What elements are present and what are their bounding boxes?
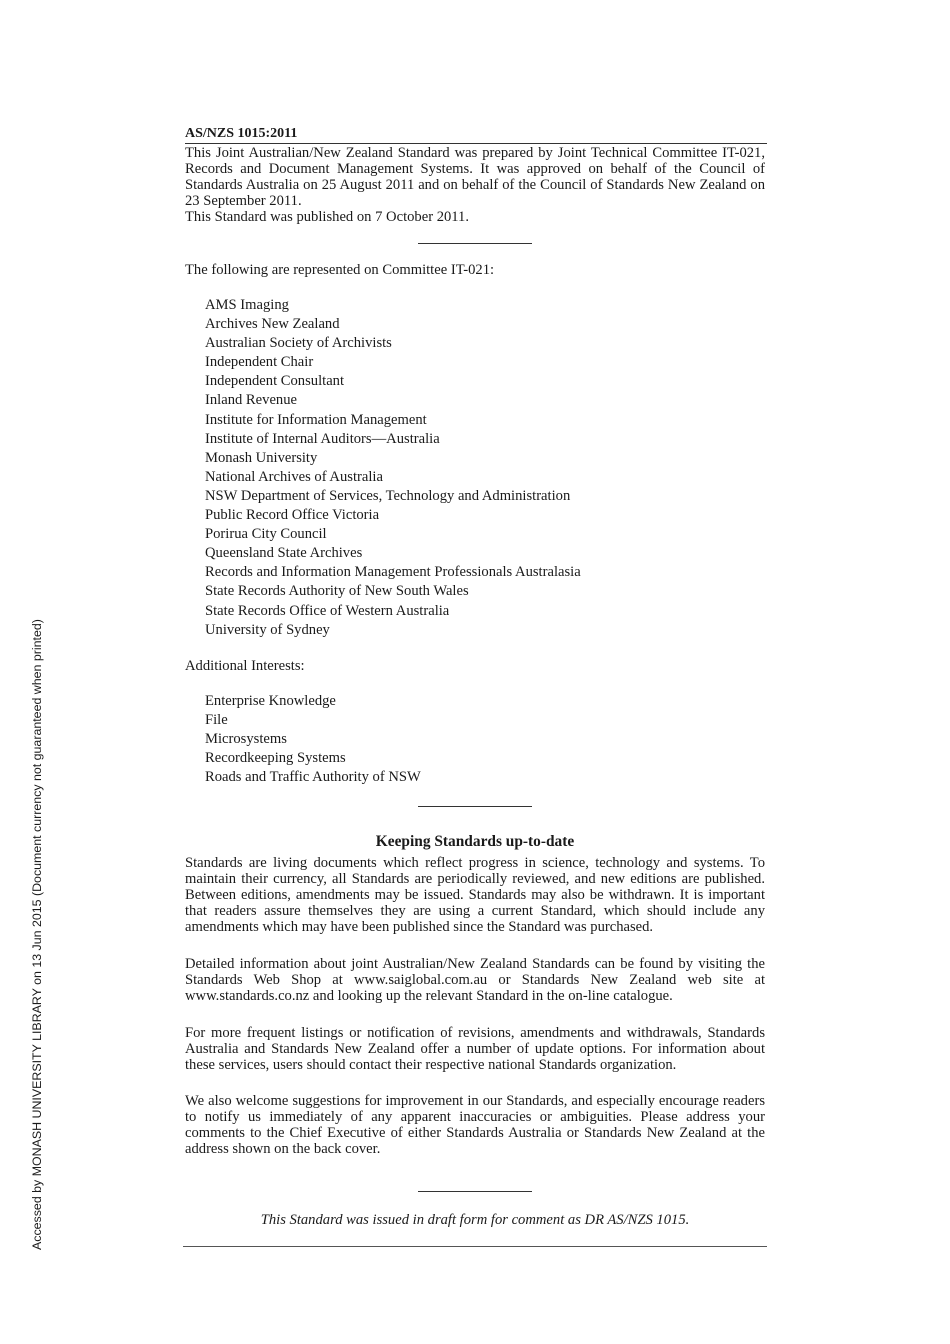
list-item: Independent Chair — [205, 354, 314, 371]
list-item: NSW Department of Services, Technology and Administration — [205, 487, 571, 504]
keeping-paragraph: Standards are living documents which reflect progress in science, technology and systems. To maintain their currency, all Standards are periodically reviewed, and new editions are published. Between editions, amendments may be issued. Standards may also be withdrawn. It is important that readers assure themselves they are using a current Standard, which should include any amendments which may have been published since the Standard was purchased. — [185, 855, 765, 935]
list-item: State Records Office of Western Australia — [205, 602, 450, 619]
keeping-paragraph: For more frequent listings or notification of revisions, amendments and withdrawals, Standards Australia and Standards New Zealand offer a number of update options. For information about these services, users should contact their respective national Standards organization. — [185, 1025, 765, 1073]
committee-intro: The following are represented on Committee IT-021: — [185, 262, 495, 278]
list-item: National Archives of Australia — [205, 468, 383, 485]
list-item: Recordkeeping Systems — [205, 750, 346, 767]
list-item: Institute of Internal Auditors—Australia — [205, 430, 440, 447]
footer-rule — [183, 1246, 767, 1247]
list-item: Australian Society of Archivists — [205, 335, 392, 352]
list-item: Institute for Information Management — [205, 411, 427, 428]
list-item: Microsystems — [205, 731, 287, 748]
keeping-paragraph: Detailed information about joint Australian/New Zealand Standards can be found by visiting the Standards Web Shop at www.saiglobal.com.au or Standards New Zealand web site at www.standards.co.nz and looking up the relevant Standard in the on-line catalogue. — [185, 956, 765, 1004]
list-item: Monash University — [205, 449, 318, 466]
draft-note: This Standard was issued in draft form for comment as DR AS/NZS 1015. — [260, 1212, 690, 1228]
preparation-paragraph: This Joint Australian/New Zealand Standard was prepared by Joint Technical Committee IT-021, Records and Document Management Systems. It was approved on behalf of the Council of Standards Australia on 25 August 2011 and on behalf of the Council of Standards New Zealand on 23 September 2011. — [185, 145, 765, 209]
list-item: Inland Revenue — [205, 392, 297, 409]
list-item: State Records Authority of New South Wales — [205, 583, 469, 600]
committee-member-list — [205, 296, 581, 640]
standard-id: AS/NZS 1015:2011 — [185, 126, 767, 144]
list-item: Enterprise Knowledge — [205, 693, 336, 709]
list-item: Independent Consultant — [205, 373, 345, 390]
list-item: Porirua City Council — [205, 526, 327, 543]
list-item: AMS Imaging — [205, 297, 289, 313]
list-item: Records and Information Management Professionals Australasia — [205, 564, 581, 581]
list-item: File — [205, 712, 228, 729]
publication-date: This Standard was published on 7 October 2011. — [185, 209, 469, 225]
list-item: Roads and Traffic Authority of NSW — [205, 769, 421, 786]
keeping-paragraph: We also welcome suggestions for improvement in our Standards, and especially encourage readers to notify us immediately of any apparent inaccuracies or ambiguities. Please address your comments to the Chief Executive of either Standards Australia or Standards New Zealand at the address shown on the back cover. — [185, 1093, 765, 1157]
section-divider — [418, 243, 532, 244]
access-margin-note: Accessed by MONASH UNIVERSITY LIBRARY on 13 Jun 2015 (Document currency not guaranteed when printed) — [30, 619, 44, 1250]
additional-interests-list — [205, 692, 421, 787]
keeping-standards-heading: Keeping Standards up-to-date — [375, 833, 575, 850]
additional-interests-intro: Additional Interests: — [185, 658, 305, 674]
list-item: Archives New Zealand — [205, 316, 340, 333]
list-item: University of Sydney — [205, 621, 330, 638]
list-item: Queensland State Archives — [205, 545, 363, 562]
section-divider — [418, 1191, 532, 1192]
list-item: Public Record Office Victoria — [205, 507, 380, 524]
section-divider — [418, 806, 532, 807]
